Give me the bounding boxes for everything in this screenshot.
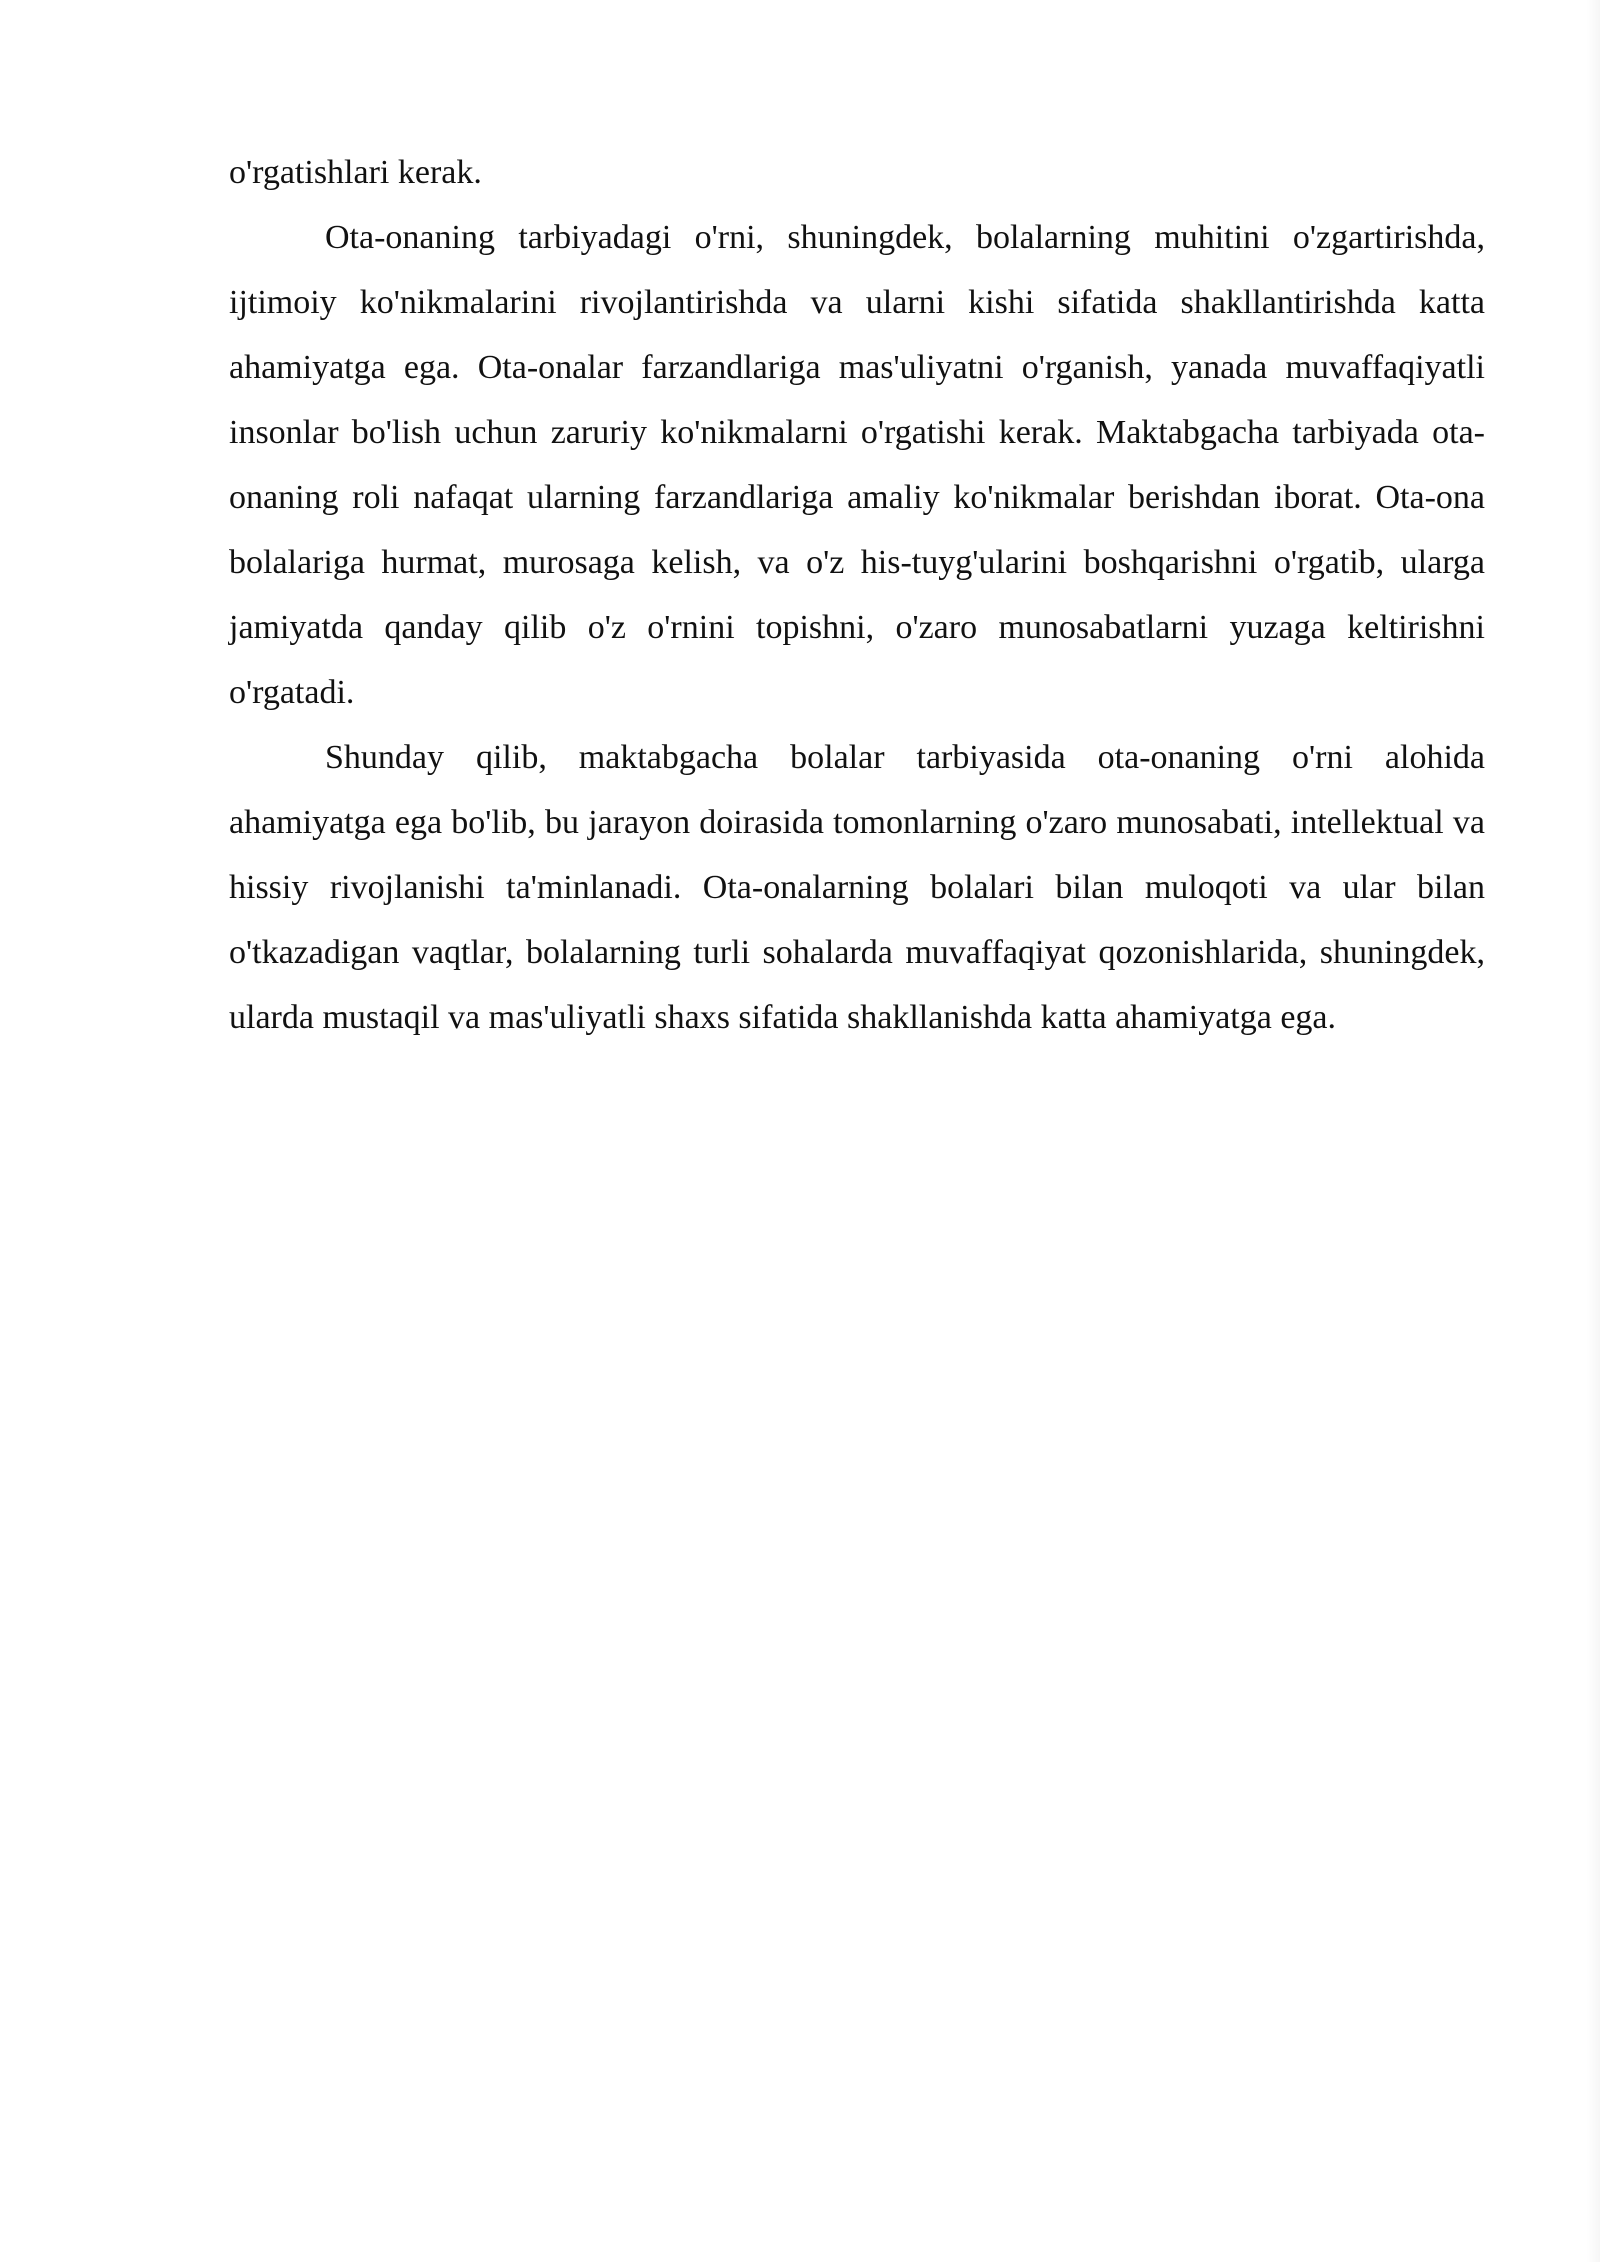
paragraph-continuation: o'rgatishlari kerak. bbox=[229, 154, 482, 191]
paragraph-parent-role: Ota-onaning tarbiyadagi o'rni, shuningdek, bolalarning muhitini o'zgartirishda, ijtimoiy ko'nikmalarini rivojlantirishda va ularni kishi sifatida shakllantirishda katta ahamiyatga ega. Ota-onalar farzandlariga mas'uliyatni o'rganish, yanada muvaffaqiyatli insonlar bo'lish uchun zaruriy ko'nikmalarni o'rgatishi kerak. Maktabgacha tarbiyada ota-onaning roli nafaqat ularning farzandlariga amaliy ko'nikmalar berishdan iborat. Ota-ona bolalariga hurmat, murosaga kelish, va o'z his-tuyg'ularini boshqarishni o'rgatib, ularga jamiyatda qanday qilib o'z o'rnini topishni, o'zaro munosabatlarni yuzaga keltirishni o'rgatadi. bbox=[229, 219, 1485, 711]
paragraph-conclusion: Shunday qilib, maktabgacha bolalar tarbiyasida ota-onaning o'rni alohida ahamiyatga ega bo'lib, bu jarayon doirasida tomonlarning o'zaro munosabati, intellektual va hissiy rivojlanishi ta'minlanadi. Ota-onalarning bolalari bilan muloqoti va ular bilan o'tkazadigan vaqtlar, bolalarning turli sohalarda muvaffaqiyat qozonishlarida, shuningdek, ularda mustaqil va mas'uliyatli shaxs sifatida shakllanishda katta ahamiyatga ega. bbox=[229, 739, 1485, 1036]
body-text bbox=[229, 140, 1485, 1050]
page-edge-shadow bbox=[1586, 0, 1600, 2262]
